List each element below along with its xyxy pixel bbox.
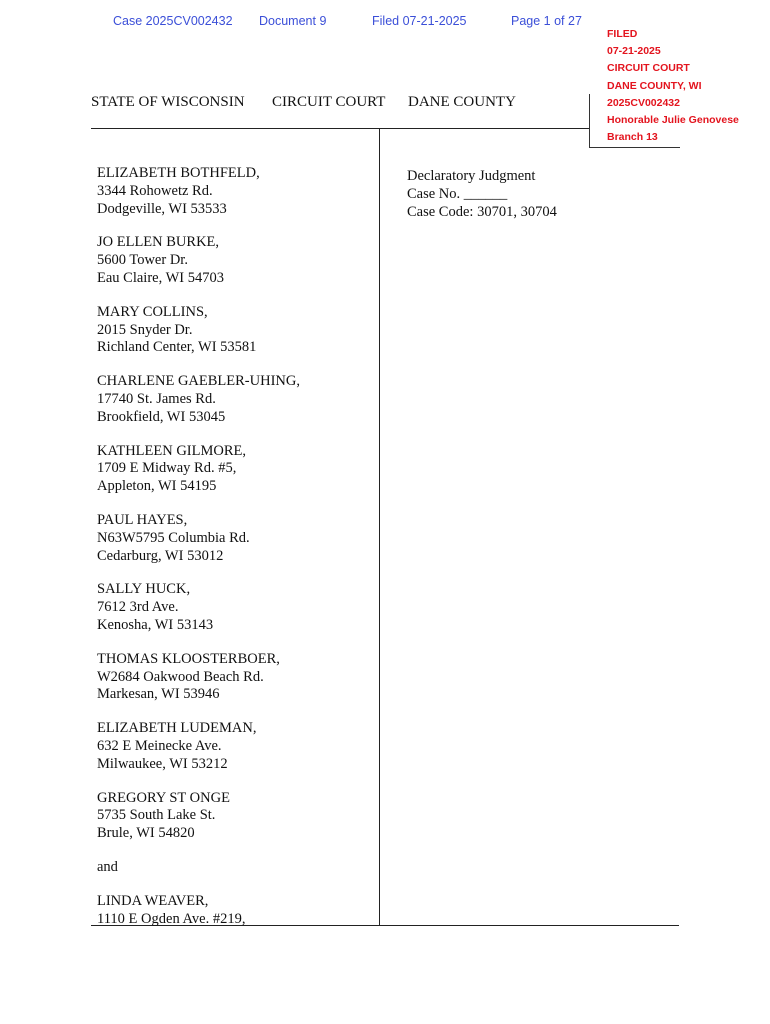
stamp-line: FILED: [607, 28, 638, 40]
court-state: STATE OF WISCONSIN: [91, 94, 245, 110]
party-name: ELIZABETH LUDEMAN,: [97, 720, 257, 737]
party-name: LINDA WEAVER,: [97, 892, 209, 909]
court-name: CIRCUIT COURT: [272, 94, 386, 110]
party-name: PAUL HAYES,: [97, 511, 188, 528]
party-block: [97, 443, 300, 496]
party-block: [97, 304, 300, 357]
stamp-line: Honorable Julie Genovese: [607, 113, 739, 126]
party-street: 632 E Meinecke Ave.: [97, 737, 222, 754]
party-city: Brule, WI 54820: [97, 825, 195, 842]
party-block: [97, 720, 300, 773]
case-code: Case Code: 30701, 30704: [407, 204, 557, 220]
party-name: KATHLEEN GILMORE,: [97, 442, 247, 459]
party-city: Dodgeville, WI 53533: [97, 200, 227, 217]
party-street: 5600 Tower Dr.: [97, 252, 188, 269]
party-street: W2684 Oakwood Beach Rd.: [97, 668, 264, 685]
party-city: Brookfield, WI 53045: [97, 408, 226, 425]
party-street: 5735 South Lake St.: [97, 807, 216, 824]
party-block: [97, 373, 300, 426]
party-name: GREGORY ST ONGE: [97, 789, 230, 806]
party-block: [97, 234, 300, 287]
stamp-line: 07-21-2025: [607, 45, 661, 58]
party-name: CHARLENE GAEBLER-UHING,: [97, 373, 300, 390]
header-document-number: Document 9: [259, 14, 327, 28]
party-block: [97, 512, 300, 565]
party-city: Richland Center, WI 53581: [97, 339, 257, 356]
party-name: THOMAS KLOOSTERBOER,: [97, 650, 280, 667]
party-name: SALLY HUCK,: [97, 581, 191, 598]
party-name: MARY COLLINS,: [97, 303, 208, 320]
party-street: N63W5795 Columbia Rd.: [97, 529, 250, 546]
party-block: [97, 581, 300, 634]
court-county: DANE COUNTY: [408, 94, 516, 110]
stamp-border-vertical: [589, 94, 590, 148]
party-name: ELIZABETH BOTHFELD,: [97, 165, 260, 181]
party-street: 1709 E Midway Rd. #5,: [97, 460, 237, 477]
party-street: 3344 Rohowetz Rd.: [97, 182, 213, 199]
party-conjunction: and: [97, 858, 118, 875]
case-type: Declaratory Judgment: [407, 168, 536, 184]
caption-column-divider: [379, 128, 380, 926]
party-street: 7612 3rd Ave.: [97, 599, 179, 616]
party-block: [97, 165, 300, 218]
party-name: JO ELLEN BURKE,: [97, 234, 220, 251]
party-city: Kenosha, WI 53143: [97, 616, 214, 633]
header-filed-date: Filed 07-21-2025: [372, 14, 467, 28]
stamp-line: 2025CV002432: [607, 96, 680, 109]
party-city: Eau Claire, WI 54703: [97, 269, 224, 286]
party-city: Appleton, WI 54195: [97, 478, 217, 495]
party-block: [97, 790, 300, 843]
filing-stamp: [607, 26, 739, 146]
stamp-line: Branch 13: [607, 131, 658, 144]
stamp-border-horizontal: [589, 147, 680, 148]
party-street: 17740 St. James Rd.: [97, 390, 216, 407]
party-block: [97, 893, 300, 929]
party-block: [97, 651, 300, 704]
header-case-number: Case 2025CV002432: [113, 14, 233, 28]
plaintiffs-list: [97, 165, 300, 944]
stamp-line: DANE COUNTY, WI: [607, 79, 702, 92]
header-page-count: Page 1 of 27: [511, 14, 582, 28]
party-city: Markesan, WI 53946: [97, 686, 220, 703]
caption-top-rule: [91, 128, 589, 129]
party-street: 1110 E Ogden Ave. #219,: [97, 910, 246, 927]
case-caption: [407, 167, 557, 221]
case-number-field: Case No. ______: [407, 186, 508, 202]
party-city: Milwaukee, WI 53212: [97, 755, 228, 772]
party-city: Cedarburg, WI 53012: [97, 547, 224, 564]
stamp-line: CIRCUIT COURT: [607, 62, 690, 75]
party-street: 2015 Snyder Dr.: [97, 321, 193, 338]
